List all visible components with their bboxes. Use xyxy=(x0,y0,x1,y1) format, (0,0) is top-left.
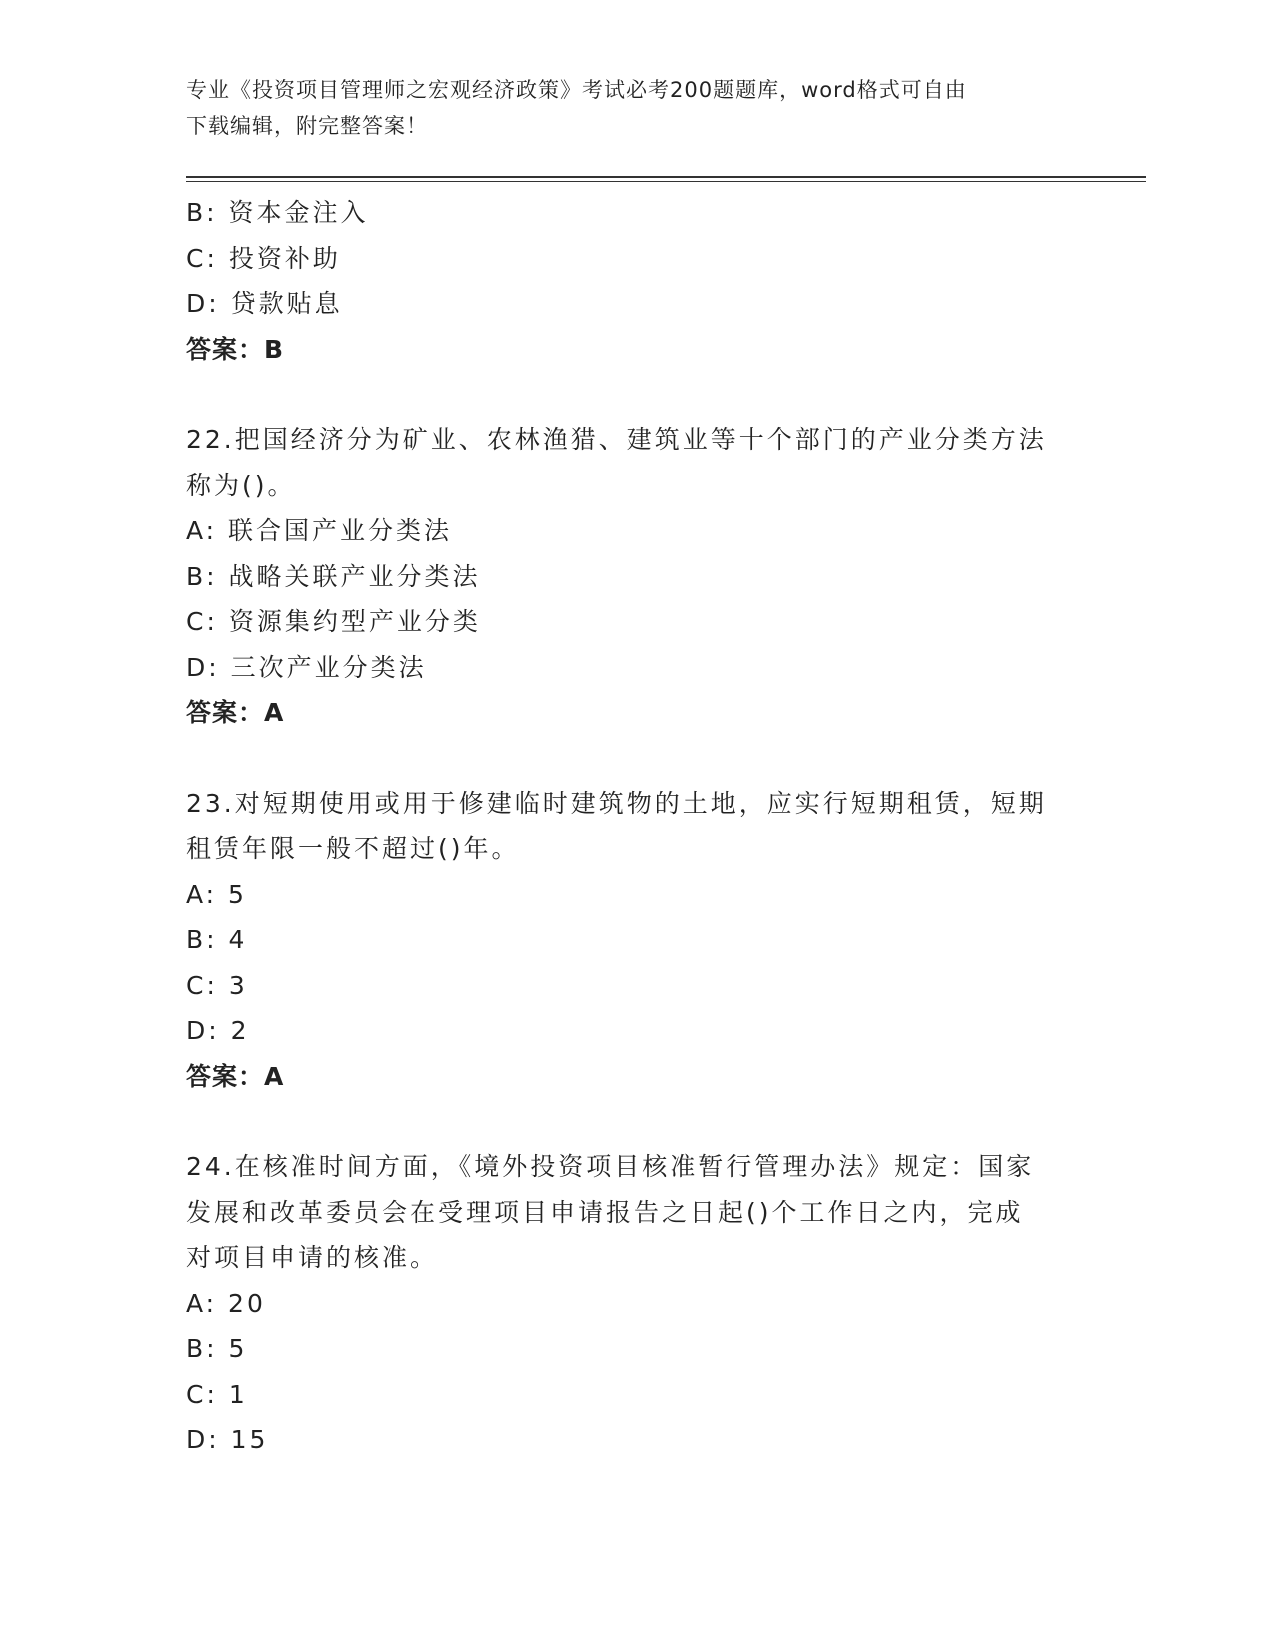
page-header xyxy=(186,72,1086,144)
question-21-tail xyxy=(186,190,1086,372)
question-23 xyxy=(186,781,1086,1100)
option-d: D: 15 xyxy=(186,1425,269,1454)
answer-text: 答案：A xyxy=(186,698,285,727)
option-c: C: 3 xyxy=(186,970,248,1000)
header-title-line-1: 专业《投资项目管理师之宏观经济政策》考试必考200题题库，word格式可自由 xyxy=(186,78,967,102)
header-title-line-2: 下载编辑，附完整答案！ xyxy=(186,114,428,138)
option-c: C: 投资补助 xyxy=(186,243,341,273)
option-b: B: 4 xyxy=(186,925,248,954)
option-b: B: 5 xyxy=(186,1334,248,1363)
question-text-line: 24.在核准时间方面，《境外投资项目核准暂行管理办法》规定：国家 xyxy=(186,1152,1035,1181)
option-a: A: 20 xyxy=(186,1288,266,1318)
question-text-line: 23.对短期使用或用于修建临时建筑物的土地，应实行短期租赁，短期 xyxy=(186,788,1047,818)
option-d: D: 贷款贴息 xyxy=(186,289,343,318)
option-a: A: 5 xyxy=(186,879,247,909)
answer xyxy=(186,1054,1086,1100)
answer xyxy=(186,690,1086,736)
option-d: D: 2 xyxy=(186,1016,250,1045)
question-text-line: 租赁年限一般不超过()年。 xyxy=(186,834,520,863)
option-d: D: 三次产业分类法 xyxy=(186,652,427,682)
question-text-line: 发展和改革委员会在受理项目申请报告之日起()个工作日之内，完成 xyxy=(186,1197,1024,1227)
option-a: A: 联合国产业分类法 xyxy=(186,516,453,545)
question-list xyxy=(186,190,1086,1463)
answer-text: 答案：A xyxy=(186,1061,285,1091)
answer-text: 答案：B xyxy=(186,334,285,364)
option-c: C: 1 xyxy=(186,1379,248,1409)
header-divider xyxy=(186,176,1146,182)
question-22 xyxy=(186,417,1086,736)
question-text-line: 对项目申请的核准。 xyxy=(186,1243,439,1272)
answer xyxy=(186,327,1086,373)
question-text-line: 22.把国经济分为矿业、农林渔猎、建筑业等十个部门的产业分类方法 xyxy=(186,425,1047,454)
option-b: B: 战略关联产业分类法 xyxy=(186,561,481,591)
question-24 xyxy=(186,1144,1086,1463)
question-text-line: 称为()。 xyxy=(186,470,296,500)
option-b: B: 资本金注入 xyxy=(186,198,369,227)
option-c: C: 资源集约型产业分类 xyxy=(186,607,481,636)
